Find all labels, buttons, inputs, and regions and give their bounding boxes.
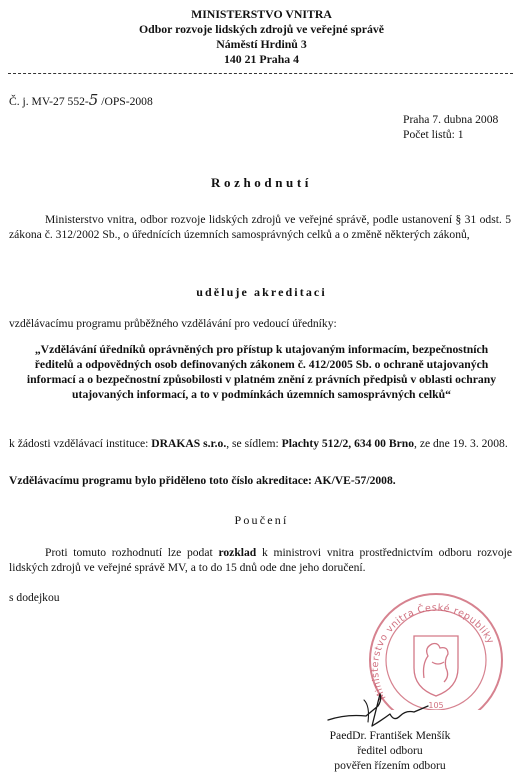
signatory-role: ředitel odboru bbox=[357, 744, 423, 757]
decision-statement: uděluje akreditaci bbox=[196, 285, 327, 299]
stamp-number: 105 bbox=[428, 701, 444, 710]
applicant-text-3: , ze dne 19. 3. 2008. bbox=[414, 437, 508, 450]
applicant-text-2: , se sídlem: bbox=[226, 437, 282, 450]
program-lead: vzdělávacímu programu průběžného vzdělávání pro vedoucí úředníky: bbox=[9, 317, 337, 330]
reference-handwritten-digit: 5 bbox=[88, 91, 99, 109]
letterhead-ministry: MINISTERSTVO VNITRA bbox=[191, 7, 332, 21]
letterhead bbox=[0, 7, 523, 67]
delivery-note: s dodejkou bbox=[9, 591, 60, 604]
applicant-address: Plachty 512/2, 634 00 Brno bbox=[281, 437, 415, 450]
instruction-paragraph bbox=[9, 545, 512, 575]
signature-block bbox=[270, 728, 510, 773]
reference-suffix: /OPS-2008 bbox=[98, 95, 153, 108]
applicant-paragraph bbox=[9, 436, 512, 451]
letterhead-department: Odbor rozvoje lidských zdrojů ve veřejné správě bbox=[138, 22, 385, 36]
place-date: Praha 7. dubna 2008 bbox=[403, 113, 499, 126]
instruction-appeal: rozklad bbox=[218, 546, 257, 559]
letterhead-street: Náměstí Hrdinů 3 bbox=[216, 37, 307, 51]
accreditation-number: Vzdělávacímu programu bylo přiděleno toto číslo akreditace: AK/VE-57/2008. bbox=[9, 474, 396, 487]
date-block bbox=[403, 112, 498, 142]
instruction-text-2: k ministrovi vnitra prostřednictvím odboru rozvoje lidských zdrojů ve veřejné správě MV, a to do 15 dnů ode dne jeho doručení. bbox=[9, 546, 512, 574]
handwritten-signature bbox=[324, 676, 434, 736]
signatory-name: PaedDr. František Menšík bbox=[329, 729, 451, 742]
program-name: „Vzdělávání úředníků oprávněných pro přístup k utajovaným informacím, bezpečnostních ředitelů a odpovědných osob definovaných zákonem č. 412/2005 Sb. o ochraně utajovaných informací a o bezpečnostní způsobilosti v platném znění z právních předpisů v oblasti ochrany utajovaných informací, a to v podmínkách územních samosprávných celků“ bbox=[26, 343, 497, 401]
applicant-name: DRAKAS s.r.o. bbox=[151, 437, 227, 450]
signatory-authority: pověřen řízením odboru bbox=[334, 759, 446, 772]
applicant-text-1: k žádosti vzdělávací instituce: bbox=[9, 437, 152, 450]
header-divider bbox=[8, 73, 513, 74]
letterhead-city: 140 21 Praha 4 bbox=[223, 52, 300, 66]
reference-number bbox=[9, 93, 153, 109]
instruction-text-1: Proti tomuto rozhodnutí lze podat bbox=[45, 546, 219, 559]
stamp-inscription: Ministerstvo vnitra České republiky bbox=[369, 602, 497, 702]
legal-basis-paragraph: Ministerstvo vnitra, odbor rozvoje lidských zdrojů ve veřejné správě, podle ustanovení § 31 odst. 5 zákona č. 312/2002 Sb., o úřednících územních samosprávných celků a o změně některých zákonů, bbox=[9, 213, 511, 241]
page-count: Počet listů: 1 bbox=[403, 128, 464, 141]
instruction-title: Poučení bbox=[234, 513, 289, 527]
reference-prefix: Č. j. MV-27 552- bbox=[9, 95, 89, 108]
document-title: Rozhodnutí bbox=[210, 175, 313, 190]
